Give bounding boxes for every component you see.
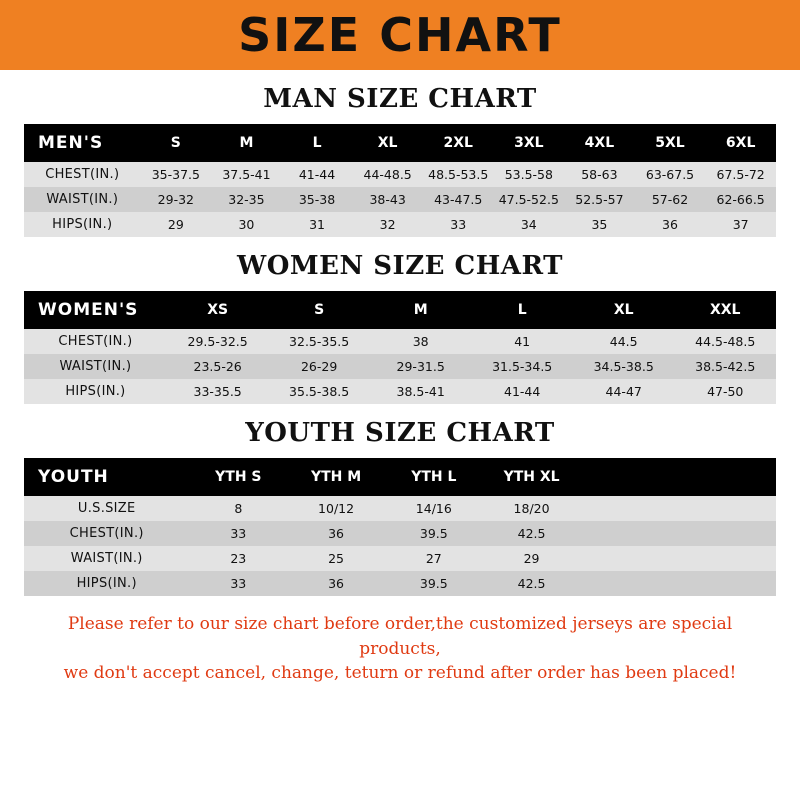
men-size-table xyxy=(24,124,776,237)
youth-table-header xyxy=(24,458,776,496)
women-cell-1-4: 34.5-38.5 xyxy=(573,354,675,379)
men-row-2-label: HIPS(IN.) xyxy=(24,212,141,237)
men-cell-2-7: 36 xyxy=(635,212,706,237)
youth-col-3: YTH XL xyxy=(483,458,581,496)
table-header-row xyxy=(24,458,776,496)
men-row-0-label: CHEST(IN.) xyxy=(24,162,141,187)
men-cell-2-3: 32 xyxy=(352,212,423,237)
men-cell-1-3: 38-43 xyxy=(352,187,423,212)
women-cell-0-3: 41 xyxy=(471,329,573,354)
women-cell-0-4: 44.5 xyxy=(573,329,675,354)
men-col-2: L xyxy=(282,124,353,162)
men-cell-1-4: 43-47.5 xyxy=(423,187,494,212)
youth-cell-1-3: 42.5 xyxy=(483,521,581,546)
women-col-4: XL xyxy=(573,291,675,329)
youth-cell-0-4 xyxy=(580,496,678,521)
men-cell-2-5: 34 xyxy=(494,212,565,237)
women-col-5: XXL xyxy=(674,291,776,329)
men-cell-0-7: 63-67.5 xyxy=(635,162,706,187)
women-cell-2-5: 47-50 xyxy=(674,379,776,404)
youth-col-0: YTH S xyxy=(189,458,287,496)
youth-cell-0-1: 10/12 xyxy=(287,496,385,521)
women-row-label-header: WOMEN'S xyxy=(24,291,167,329)
men-cell-0-8: 67.5-72 xyxy=(705,162,776,187)
content-area xyxy=(0,84,800,686)
women-cell-0-5: 44.5-48.5 xyxy=(674,329,776,354)
men-row-1-label: WAIST(IN.) xyxy=(24,187,141,212)
youth-cell-2-3: 29 xyxy=(483,546,581,571)
men-table-body xyxy=(24,162,776,237)
men-col-8: 6XL xyxy=(705,124,776,162)
youth-cell-3-5 xyxy=(678,571,776,596)
youth-cell-2-1: 25 xyxy=(287,546,385,571)
footer-note xyxy=(24,612,776,686)
men-cell-2-2: 31 xyxy=(282,212,353,237)
page-title: SIZE CHART xyxy=(238,8,562,62)
youth-cell-1-0: 33 xyxy=(189,521,287,546)
women-col-3: L xyxy=(471,291,573,329)
youth-size-table xyxy=(24,458,776,596)
table-row xyxy=(24,496,776,521)
women-row-1-label: WAIST(IN.) xyxy=(24,354,167,379)
youth-row-0-label: U.S.SIZE xyxy=(24,496,189,521)
men-col-6: 4XL xyxy=(564,124,635,162)
youth-cell-2-0: 23 xyxy=(189,546,287,571)
youth-row-1-label: CHEST(IN.) xyxy=(24,521,189,546)
section-youth xyxy=(24,418,776,596)
youth-row-3-label: HIPS(IN.) xyxy=(24,571,189,596)
women-cell-2-3: 41-44 xyxy=(471,379,573,404)
men-col-3: XL xyxy=(352,124,423,162)
men-cell-2-1: 30 xyxy=(211,212,282,237)
youth-col-2: YTH L xyxy=(385,458,483,496)
men-cell-2-8: 37 xyxy=(705,212,776,237)
table-row xyxy=(24,329,776,354)
men-cell-2-6: 35 xyxy=(564,212,635,237)
women-cell-1-0: 23.5-26 xyxy=(167,354,269,379)
youth-cell-0-2: 14/16 xyxy=(385,496,483,521)
women-col-0: XS xyxy=(167,291,269,329)
youth-cell-3-4 xyxy=(580,571,678,596)
men-row-label-header: MEN'S xyxy=(24,124,141,162)
men-col-0: S xyxy=(141,124,212,162)
section-women xyxy=(24,251,776,404)
youth-cell-3-1: 36 xyxy=(287,571,385,596)
men-cell-1-5: 47.5-52.5 xyxy=(494,187,565,212)
youth-row-2-label: WAIST(IN.) xyxy=(24,546,189,571)
youth-cell-2-5 xyxy=(678,546,776,571)
women-cell-1-3: 31.5-34.5 xyxy=(471,354,573,379)
youth-row-label-header: YOUTH xyxy=(24,458,189,496)
women-row-2-label: HIPS(IN.) xyxy=(24,379,167,404)
women-cell-1-1: 26-29 xyxy=(268,354,370,379)
youth-cell-3-3: 42.5 xyxy=(483,571,581,596)
table-row xyxy=(24,521,776,546)
table-header-row xyxy=(24,124,776,162)
men-cell-0-1: 37.5-41 xyxy=(211,162,282,187)
youth-cell-1-1: 36 xyxy=(287,521,385,546)
men-col-4: 2XL xyxy=(423,124,494,162)
women-cell-0-1: 32.5-35.5 xyxy=(268,329,370,354)
youth-cell-0-0: 8 xyxy=(189,496,287,521)
youth-col-4 xyxy=(580,458,678,496)
section-title-women: WOMEN SIZE CHART xyxy=(237,251,563,281)
youth-cell-0-5 xyxy=(678,496,776,521)
footer-note-line-2: we don't accept cancel, change, teturn or refund after order has been placed! xyxy=(63,663,737,684)
men-cell-0-3: 44-48.5 xyxy=(352,162,423,187)
men-cell-1-1: 32-35 xyxy=(211,187,282,212)
men-cell-1-2: 35-38 xyxy=(282,187,353,212)
women-size-table xyxy=(24,291,776,404)
youth-table-body xyxy=(24,496,776,596)
table-row xyxy=(24,354,776,379)
youth-col-1: YTH M xyxy=(287,458,385,496)
women-cell-0-2: 38 xyxy=(370,329,472,354)
men-cell-2-4: 33 xyxy=(423,212,494,237)
women-cell-2-0: 33-35.5 xyxy=(167,379,269,404)
youth-cell-1-4 xyxy=(580,521,678,546)
youth-cell-0-3: 18/20 xyxy=(483,496,581,521)
men-cell-1-6: 52.5-57 xyxy=(564,187,635,212)
table-row xyxy=(24,187,776,212)
table-row xyxy=(24,379,776,404)
men-cell-0-0: 35-37.5 xyxy=(141,162,212,187)
men-cell-0-4: 48.5-53.5 xyxy=(423,162,494,187)
youth-cell-3-2: 39.5 xyxy=(385,571,483,596)
men-cell-1-7: 57-62 xyxy=(635,187,706,212)
men-col-1: M xyxy=(211,124,282,162)
women-cell-2-4: 44-47 xyxy=(573,379,675,404)
men-cell-1-8: 62-66.5 xyxy=(705,187,776,212)
women-cell-1-2: 29-31.5 xyxy=(370,354,472,379)
men-cell-0-2: 41-44 xyxy=(282,162,353,187)
youth-col-5 xyxy=(678,458,776,496)
men-cell-1-0: 29-32 xyxy=(141,187,212,212)
youth-cell-1-5 xyxy=(678,521,776,546)
men-cell-2-0: 29 xyxy=(141,212,212,237)
youth-cell-2-4 xyxy=(580,546,678,571)
men-cell-0-5: 53.5-58 xyxy=(494,162,565,187)
women-col-1: S xyxy=(268,291,370,329)
men-table-header xyxy=(24,124,776,162)
youth-cell-1-2: 39.5 xyxy=(385,521,483,546)
women-col-2: M xyxy=(370,291,472,329)
women-row-0-label: CHEST(IN.) xyxy=(24,329,167,354)
table-header-row xyxy=(24,291,776,329)
women-table-header xyxy=(24,291,776,329)
table-row xyxy=(24,546,776,571)
section-men xyxy=(24,84,776,237)
footer-note-line-1: Please refer to our size chart before order,the customized jerseys are special products, xyxy=(67,614,733,659)
table-row xyxy=(24,571,776,596)
youth-cell-2-2: 27 xyxy=(385,546,483,571)
men-col-5: 3XL xyxy=(494,124,565,162)
women-cell-1-5: 38.5-42.5 xyxy=(674,354,776,379)
men-cell-0-6: 58-63 xyxy=(564,162,635,187)
women-cell-2-2: 38.5-41 xyxy=(370,379,472,404)
youth-cell-3-0: 33 xyxy=(189,571,287,596)
section-title-men: MAN SIZE CHART xyxy=(263,84,537,114)
women-cell-2-1: 35.5-38.5 xyxy=(268,379,370,404)
table-row xyxy=(24,162,776,187)
men-col-7: 5XL xyxy=(635,124,706,162)
section-title-youth: YOUTH SIZE CHART xyxy=(245,418,555,448)
women-table-body xyxy=(24,329,776,404)
women-cell-0-0: 29.5-32.5 xyxy=(167,329,269,354)
header-band xyxy=(0,0,800,70)
table-row xyxy=(24,212,776,237)
